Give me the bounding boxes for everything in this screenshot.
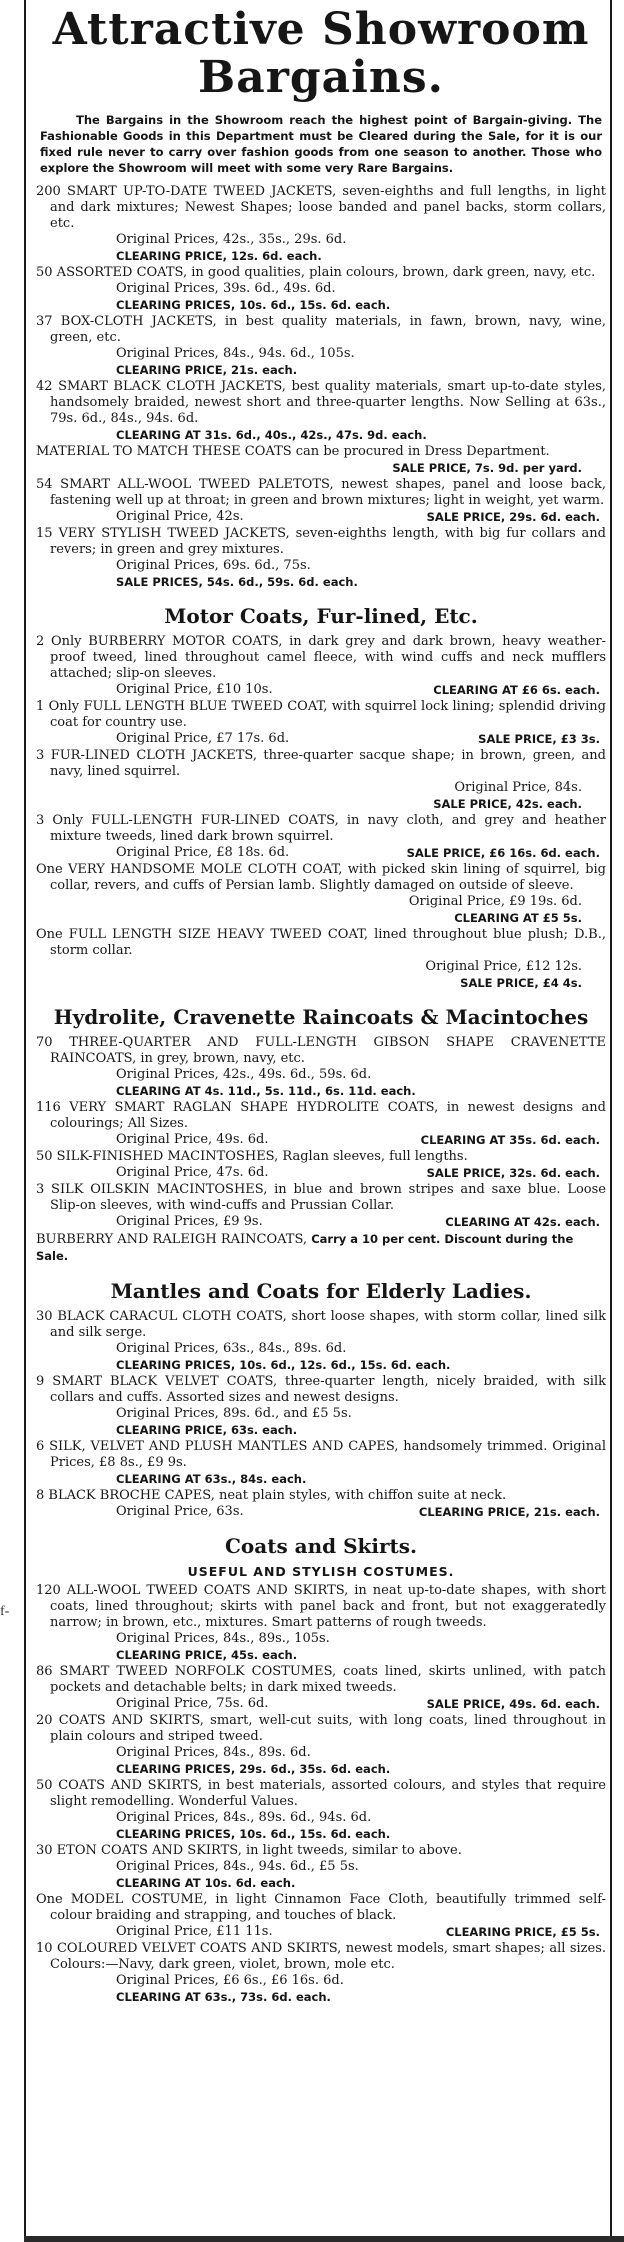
original-price: Original Prices, 84s., 89s., 105s. — [116, 1631, 330, 1646]
original-price: Original Price, 84s. — [454, 780, 582, 795]
original-price: Original Prices, 42s., 35s., 29s. 6d. — [116, 232, 347, 247]
original-price: Original Price, 63s. — [116, 1504, 244, 1519]
list-item — [36, 1439, 606, 1487]
list-item — [36, 1374, 606, 1438]
list-item — [36, 634, 606, 698]
sale-price: SALE PRICE, £3 3s. — [478, 732, 600, 746]
clearing-price: CLEARING PRICES, 10s. 6d., 15s. 6d. each. — [116, 1827, 391, 1841]
list-item — [36, 1843, 606, 1891]
item-description: 3 Only FULL-LENGTH FUR-LINED COATS, in navy cloth, and grey and heather mixture tweeds, lined dark brown squirrel. — [36, 813, 606, 844]
list-item — [36, 477, 606, 525]
original-price: Original Prices, £6 6s., £6 16s. 6d. — [116, 1973, 344, 1988]
list-item — [36, 1309, 606, 1373]
item-description: 50 SILK-FINISHED MACINTOSHES, Raglan sleeves, full lengths. — [36, 1149, 468, 1164]
clearing-price: CLEARING AT 35s. 6d. each. — [420, 1133, 600, 1147]
item-description: 8 BLACK BROCHE CAPES, neat plain styles, with chiffon suite at neck. — [36, 1488, 507, 1503]
item-description: 2 Only BURBERRY MOTOR COATS, in dark grey and dark brown, heavy weather-proof tweed, lined throughout camel fleece, with wind cuffs and neck mufflers attached; slip-on sleeves. — [36, 634, 606, 681]
list-item — [36, 699, 606, 747]
original-price: Original Price, £12 12s. — [425, 959, 582, 974]
advertisement-page — [24, 0, 612, 2242]
original-price: Original Price, £7 17s. 6d. — [116, 731, 290, 746]
list-item — [36, 1941, 606, 2005]
original-price: Original Prices, 84s., 94s. 6d., 105s. — [116, 346, 355, 361]
clearing-price: CLEARING AT £5 5s. — [454, 911, 582, 925]
sale-price: SALE PRICE, £4 4s. — [460, 976, 582, 990]
clearing-price: CLEARING PRICES, 10s. 6d., 15s. 6d. each. — [116, 298, 391, 312]
original-price: Original Price, 47s. 6d. — [116, 1165, 269, 1180]
item-description: 50 COATS AND SKIRTS, in best materials, assorted colours, and styles that require slight remodelling. Wonderful Values. — [36, 1778, 606, 1809]
list-item — [36, 1664, 606, 1712]
clearing-price: CLEARING PRICE, £5 5s. — [445, 1925, 600, 1939]
title-line-2: Bargains. — [198, 52, 444, 103]
original-price: Original Prices, 84s., 89s. 6d., 94s. 6d. — [116, 1810, 372, 1825]
clearing-price: CLEARING PRICE, 21s. each. — [418, 1505, 600, 1519]
item-description: 10 COLOURED VELVET COATS AND SKIRTS, newest models, smart shapes; all sizes. Colours:—Navy, dark green, violet, brown, mole etc. — [36, 1941, 606, 1972]
list-item — [36, 1713, 606, 1777]
clearing-price: CLEARING AT £6 6s. each. — [433, 683, 600, 697]
item-description: 9 SMART BLACK VELVET COATS, three-quarter length, nicely braided, with silk collars and cuffs. Assorted sizes and newest designs. — [36, 1374, 606, 1405]
list-item — [36, 1778, 606, 1842]
original-price: Original Prices, 69s. 6d., 75s. — [116, 558, 311, 573]
section-heading: Hydrolite, Cravenette Raincoats & Macintoches — [53, 1005, 589, 1029]
section-heading: Coats and Skirts. — [224, 1534, 418, 1558]
margin-mark: f- — [0, 1604, 10, 1619]
original-price: Original Price, £10 10s. — [116, 682, 273, 697]
original-price: Original Prices, 63s., 84s., 89s. 6d. — [116, 1341, 347, 1356]
item-description: 50 ASSORTED COATS, in good qualities, plain colours, brown, dark green, navy, etc. — [36, 265, 596, 280]
original-price: Original Prices, 89s. 6d., and £5 5s. — [116, 1406, 352, 1421]
item-description: 54 SMART ALL-WOOL TWEED PALETOTS, newest shapes, panel and loose back, fastening well up at throat; in green and brown mixtures; light in weight, yet warm. — [36, 477, 606, 508]
section-coats-skirts — [36, 1534, 606, 2005]
item-description: 116 VERY SMART RAGLAN SHAPE HYDROLITE COATS, in newest designs and colourings; All Sizes. — [36, 1100, 606, 1131]
list-item — [36, 1892, 606, 1940]
item-description: 200 SMART UP-TO-DATE TWEED JACKETS, seven-eighths and full lengths, in light and dark mixtures; Newest Shapes; loose banded and panel backs, storm collars, etc. — [36, 184, 606, 231]
original-price: Original Price, £9 19s. 6d. — [408, 894, 582, 909]
clearing-price: CLEARING PRICES, 10s. 6d., 12s. 6d., 15s. 6d. each. — [116, 1358, 451, 1372]
list-item — [36, 748, 606, 812]
list-item — [36, 1231, 606, 1265]
clearing-price: CLEARING AT 4s. 11d., 5s. 11d., 6s. 11d. each. — [116, 1084, 416, 1098]
list-item — [36, 1488, 606, 1520]
list-item — [36, 927, 606, 991]
clearing-price: CLEARING PRICE, 21s. each. — [116, 363, 298, 377]
list-item — [36, 444, 606, 476]
clearing-price: CLEARING AT 10s. 6d. each. — [116, 1876, 296, 1890]
list-item — [36, 1149, 606, 1181]
item-description: 6 SILK, VELVET AND PLUSH MANTLES AND CAPES, handsomely trimmed. Original Prices, £8 8s., £9 9s. — [36, 1439, 606, 1470]
item-description: MATERIAL TO MATCH THESE COATS can be procured in Dress Department. — [36, 444, 550, 459]
list-item — [36, 526, 606, 590]
item-description: 42 SMART BLACK CLOTH JACKETS, best quality materials, smart up-to-date styles, handsomely braided, newest short and three-quarter lengths. Now Selling at 63s., 79s. 6d., 84s., 94s. 6d. — [36, 379, 606, 426]
list-item — [36, 379, 606, 443]
list-item — [36, 862, 606, 926]
sale-price: SALE PRICE, 49s. 6d. each. — [426, 1697, 600, 1711]
clearing-price: CLEARING PRICES, 29s. 6d., 35s. 6d. each. — [116, 1762, 391, 1776]
item-description: One MODEL COSTUME, in light Cinnamon Face Cloth, beautifully trimmed self-colour braiding and strapping, and touches of black. — [36, 1892, 606, 1923]
item-description: 3 SILK OILSKIN MACINTOSHES, in blue and brown stripes and saxe blue. Loose Slip-on sleeves, with wind-cuffs and Prussian Collar. — [36, 1182, 606, 1213]
title-line-1: Attractive Showroom — [52, 4, 590, 55]
item-description: 20 COATS AND SKIRTS, smart, well-cut suits, with long coats, lined throughout in plain colours and striped tweed. — [36, 1713, 606, 1744]
clearing-price: CLEARING AT 63s., 84s. each. — [116, 1472, 307, 1486]
sale-price: SALE PRICE, 7s. 9d. per yard. — [392, 461, 582, 475]
sale-price: SALE PRICE, 29s. 6d. each. — [426, 510, 600, 524]
original-price: Original Prices, £9 9s. — [116, 1214, 263, 1229]
bottom-edge — [24, 2236, 624, 2242]
item-description: 37 BOX-CLOTH JACKETS, in best quality materials, in fawn, brown, navy, wine, green, etc. — [36, 314, 606, 345]
original-price: Original Prices, 42s., 49s. 6d., 59s. 6d. — [116, 1067, 372, 1082]
clearing-price: CLEARING AT 42s. each. — [445, 1215, 600, 1229]
item-description: 30 BLACK CARACUL CLOTH COATS, short loose shapes, with storm collar, lined silk and silk serge. — [36, 1309, 606, 1340]
item-description: BURBERRY AND RALEIGH RAINCOATS, — [36, 1232, 308, 1247]
discount-note: Carry a 10 per cent. Discount during the Sale. — [36, 1232, 574, 1263]
original-price: Original Price, £11 11s. — [116, 1924, 273, 1939]
section-motor-coats — [36, 604, 606, 991]
original-price: Original Price, £8 18s. 6d. — [116, 845, 290, 860]
item-description: 15 VERY STYLISH TWEED JACKETS, seven-eighths length, with big fur collars and revers; in green and grey mixtures. — [36, 526, 606, 557]
clearing-price: CLEARING AT 63s., 73s. 6d. each. — [116, 1990, 331, 2004]
page-title — [36, 6, 606, 102]
list-item — [36, 1583, 606, 1663]
item-description: 3 FUR-LINED CLOTH JACKETS, three-quarter sacque shape; in brown, green, and navy, lined squirrel. — [36, 748, 606, 779]
intro-paragraph: The Bargains in the Showroom reach the highest point of Bargain-giving. The Fashionable Goods in this Department must be Cleared during the Sale, for it is our fixed rule never to carry over fashion goods from one season to another. Those who explore the Showroom will meet with some very Rare Bargains. — [40, 113, 602, 175]
original-price: Original Prices, 84s., 94s. 6d., £5 5s. — [116, 1859, 359, 1874]
item-description: One FULL LENGTH SIZE HEAVY TWEED COAT, lined throughout blue plush; D.B., storm collar. — [36, 927, 606, 958]
clearing-price: CLEARING PRICE, 63s. each. — [116, 1423, 298, 1437]
page-rule — [610, 0, 612, 2242]
item-description: 30 ETON COATS AND SKIRTS, in light tweeds, similar to above. — [36, 1843, 462, 1858]
item-description: 70 THREE-QUARTER AND FULL-LENGTH GIBSON SHAPE CRAVENETTE RAINCOATS, in grey, brown, navy, etc. — [36, 1035, 606, 1066]
list-item — [36, 184, 606, 264]
sale-price: SALE PRICES, 54s. 6d., 59s. 6d. each. — [116, 575, 358, 589]
original-price: Original Prices, 84s., 89s. 6d. — [116, 1745, 311, 1760]
section-heading: Motor Coats, Fur-lined, Etc. — [164, 604, 478, 628]
clearing-price: CLEARING AT 31s. 6d., 40s., 42s., 47s. 9d. each. — [116, 428, 427, 442]
list-item — [36, 314, 606, 378]
sale-price: SALE PRICE, 42s. each. — [433, 797, 582, 811]
section-elderly — [36, 1279, 606, 1520]
list-item — [36, 1182, 606, 1230]
section-raincoats — [36, 1005, 606, 1265]
original-price: Original Price, 49s. 6d. — [116, 1132, 269, 1147]
item-description: 86 SMART TWEED NORFOLK COSTUMES, coats lined, skirts unlined, with patch pockets and detachable belts; in dark mixed tweeds. — [36, 1664, 606, 1695]
sale-price: SALE PRICE, £6 16s. 6d. each. — [406, 846, 600, 860]
original-price: Original Prices, 39s. 6d., 49s. 6d. — [116, 281, 336, 296]
list-item — [36, 265, 606, 313]
list-item — [36, 1100, 606, 1148]
sale-price: SALE PRICE, 32s. 6d. each. — [426, 1166, 600, 1180]
section-heading: Mantles and Coats for Elderly Ladies. — [110, 1279, 532, 1303]
section-jackets — [36, 184, 606, 590]
list-item — [36, 1035, 606, 1099]
original-price: Original Price, 42s. — [116, 509, 244, 524]
item-description: 1 Only FULL LENGTH BLUE TWEED COAT, with squirrel lock lining; splendid driving coat for country use. — [36, 699, 606, 730]
section-subheading: USEFUL AND STYLISH COSTUMES. — [187, 1564, 455, 1579]
clearing-price: CLEARING PRICE, 45s. each. — [116, 1648, 298, 1662]
item-description: 120 ALL-WOOL TWEED COATS AND SKIRTS, in neat up-to-date shapes, with short coats, lined throughout; skirts with panel back and front, but not exaggeratedly narrow; in brown, etc., mixtures. Smart patterns of rough tweeds. — [36, 1583, 606, 1630]
list-item — [36, 813, 606, 861]
item-description: One VERY HANDSOME MOLE CLOTH COAT, with picked skin lining of squirrel, big collar, revers, and cuffs of Persian lamb. Slightly damaged on outside of sleeve. — [36, 862, 606, 893]
clearing-price: CLEARING PRICE, 12s. 6d. each. — [116, 249, 322, 263]
original-price: Original Price, 75s. 6d. — [116, 1696, 269, 1711]
